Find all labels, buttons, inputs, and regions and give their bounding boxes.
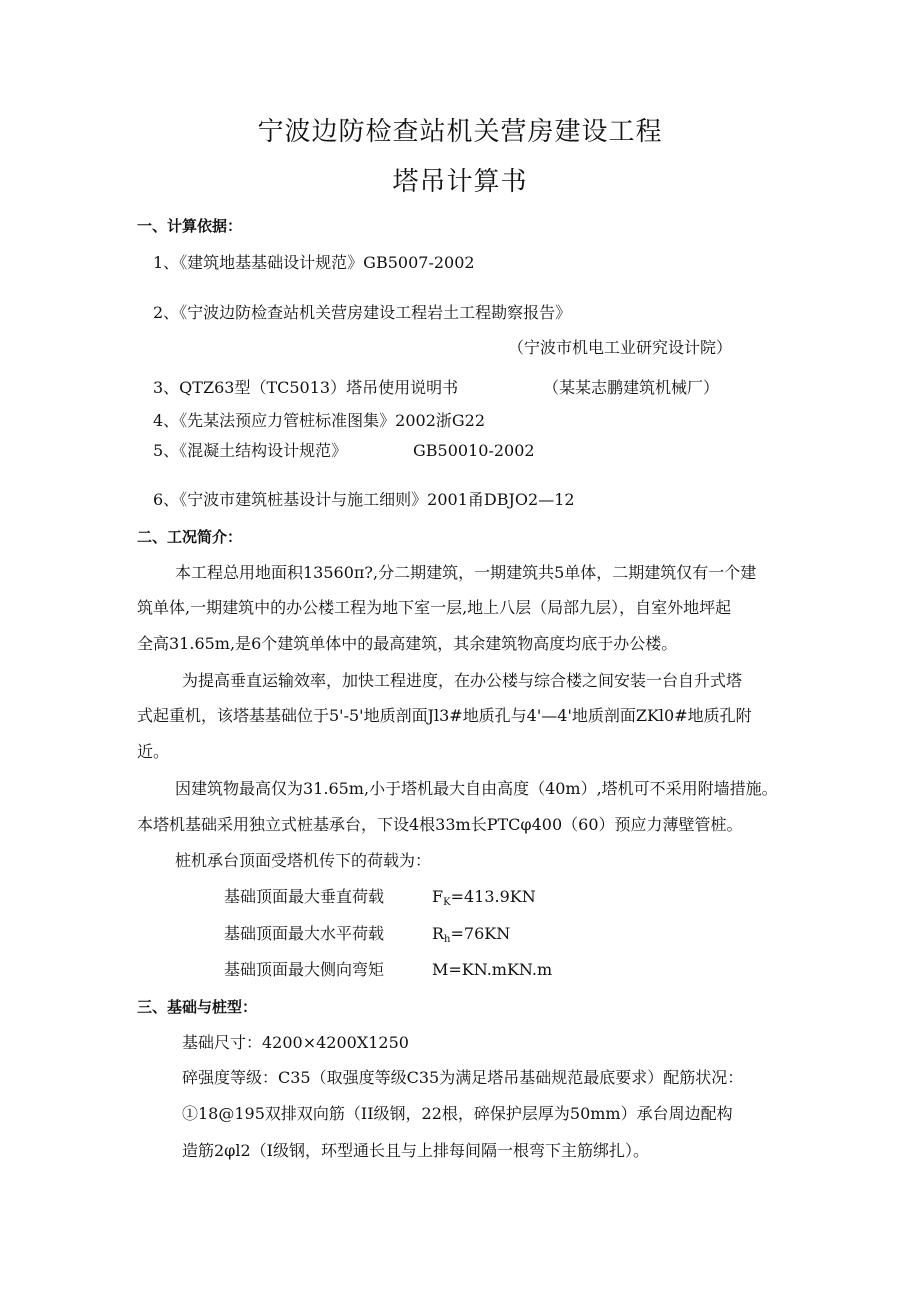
reference-item-6: 6、《宁波市建筑桩基设计与施工细则》2001甬DBJO2—12 — [153, 490, 575, 509]
doc-title-line2: 塔吊计算书 — [392, 167, 528, 197]
section3-heading: 三、基础与桩型： — [137, 998, 258, 1016]
load-value-horizontal: $R_h=76KN$ — [432, 924, 511, 945]
foundation-size: 基础尺寸：4200×4200X1250 — [182, 1033, 409, 1052]
paragraph-line: 为提高垂直运输效率，加快工程进度，在办公楼与综合楼之间安装一台自升式塔 — [182, 671, 743, 690]
reference-item-4: 4、《先某法预应力管桩标准图集》2002浙G22 — [153, 411, 486, 430]
paragraph-line: 因建筑物最高仅为31.65m,小于塔机最大自由高度（40m）,塔机可不采用附墙措施。 — [175, 779, 778, 798]
load-label-moment: 基础顶面最大侧向弯矩 — [224, 960, 385, 979]
reference-item-2: 2、《宁波边防检查站机关营房建设工程岩土工程勘察报告》 — [153, 303, 572, 322]
load-value-vertical: $F_K=413.9KN$ — [432, 887, 536, 908]
load-value-moment: M=KN.mKN.m — [432, 960, 553, 979]
reinforcement-line: 造筋2φl2（I级钢，环型通长且与上排每间隔一根弯下主筋绑扎）。 — [182, 1141, 650, 1160]
doc-title-line1: 宁波边防检查站机关营房建设工程 — [257, 117, 663, 147]
load-intro: 桩机承台顶面受塔机传下的荷载为： — [175, 851, 432, 870]
section1-heading: 一、计算依据： — [137, 217, 243, 235]
paragraph-line: 本工程总用地面积13560π?,分二期建筑，一期建筑共5单体，二期建筑仅有一个建 — [175, 563, 757, 582]
concrete-grade: 碎强度等级：C35（取强度等级C35为满足塔吊基础规范最底要求）配筋状况： — [182, 1068, 744, 1087]
paragraph-line: 筑单体,一期建筑中的办公楼工程为地下室一层,地上八层（局部九层），自室外地坪起 — [137, 598, 732, 617]
paragraph-line: 全高31.65m,是6个建筑单体中的最高建筑，其余建筑物高度均底于办公楼。 — [137, 634, 678, 653]
paragraph-line: 式起重机，该塔基基础位于5'-5'地质剖面Jl3#地质孔与4'—4'地质剖面ZKl0#地质孔附 — [137, 706, 752, 725]
reference-item-5: 5、《混凝土结构设计规范》 — [153, 441, 348, 460]
reinforcement-line: ①18@195双排双向筋（II级钢，22根，碎保护层厚为50mm）承台周边配构 — [182, 1104, 733, 1123]
reference-item-3: 3、QTZ63型（TC5013）塔吊使用说明书 — [153, 378, 459, 397]
section2-heading: 二、工况简介： — [137, 528, 243, 546]
paragraph-line: 本塔机基础采用独立式桩基承台，下设4根33m长PTCφ400（60）预应力薄壁管桩。 — [137, 815, 743, 834]
reference-item-3-source: （某某志鹏建筑机械厂） — [543, 378, 720, 397]
reference-item-2-source: （宁波市机电工业研究设计院） — [508, 338, 733, 357]
reference-item-1: 1、《建筑地基基础设计规范》GB5007-2002 — [153, 253, 475, 272]
load-label-vertical: 基础顶面最大垂直荷载 — [224, 887, 385, 906]
paragraph-line: 近。 — [137, 742, 170, 761]
reference-item-5-code: GB50010-2002 — [413, 441, 535, 460]
load-label-horizontal: 基础顶面最大水平荷载 — [224, 924, 385, 943]
